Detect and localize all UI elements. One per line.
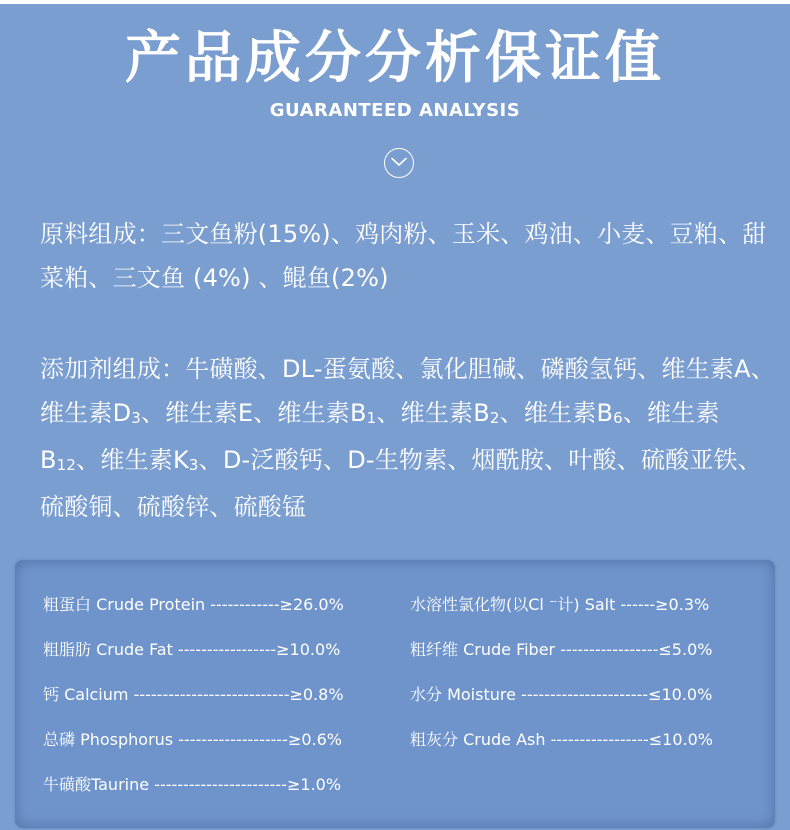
analysis-label: 钙 Calcium bbox=[43, 685, 129, 704]
analysis-value: ≥0.6% bbox=[287, 730, 343, 749]
additives-text: 、维生素B bbox=[40, 399, 720, 474]
analysis-row-salt bbox=[410, 593, 758, 617]
top-divider bbox=[0, 0, 790, 4]
analysis-label: 粗蛋白 Crude Protein bbox=[43, 595, 206, 614]
analysis-value: ≥1.0% bbox=[286, 775, 342, 794]
additives-text: 牛磺酸、DL-蛋氨酸、氯化胆碱、磷酸氢钙、维生素A、维生素D bbox=[40, 355, 775, 427]
analysis-label: 牛磺酸Taurine bbox=[43, 775, 150, 794]
analysis-label: 粗纤维 Crude Fiber bbox=[410, 640, 556, 659]
additives-label: 添加剂组成： bbox=[40, 355, 186, 383]
analysis-dashes: ------------------- bbox=[178, 730, 288, 749]
analysis-dashes: ----------------- bbox=[177, 640, 277, 659]
analysis-label: 水分 Moisture bbox=[410, 685, 516, 704]
additives-text: 、D-泛酸钙、D-生物素、烟酰胺、叶酸、硫酸亚铁、硫酸铜、硫酸锌、硫酸锰 bbox=[40, 446, 762, 521]
analysis-value: ≤10.0% bbox=[648, 730, 713, 749]
vitamin-subscript: 3 bbox=[188, 456, 199, 474]
page-subtitle: GUARANTEED ANALYSIS bbox=[269, 100, 521, 121]
vitamin-subscript: 2 bbox=[489, 409, 500, 427]
analysis-dashes: ------------ bbox=[210, 595, 280, 614]
additives-text: 、维生素B bbox=[376, 399, 490, 427]
analysis-row-calcium bbox=[43, 683, 391, 707]
ingredients-label: 原料组成： bbox=[40, 220, 161, 248]
analysis-value: ≤10.0% bbox=[648, 685, 713, 704]
analysis-row-crude-fiber bbox=[410, 638, 758, 662]
ingredients-text: 三文鱼粉(15%)、鸡肉粉、玉米、鸡油、小麦、豆粕、甜菜粕、三文鱼 (4%) 、鲲鱼(2%) bbox=[40, 220, 767, 292]
analysis-dashes: ----------------- bbox=[560, 640, 659, 659]
analysis-value: ≥26.0% bbox=[279, 595, 344, 614]
analysis-label: 粗脂肪 Crude Fat bbox=[43, 640, 173, 659]
additives-paragraph bbox=[40, 347, 775, 529]
analysis-dashes: ----------------------- bbox=[154, 775, 287, 794]
analysis-label: 粗灰分 Crude Ash bbox=[410, 730, 546, 749]
vitamin-subscript: 6 bbox=[613, 409, 623, 427]
analysis-label: 水溶性氯化物(以Cl ⁻计) Salt bbox=[410, 595, 616, 614]
vitamin-subscript: 1 bbox=[366, 409, 377, 427]
analysis-row-crude-fat bbox=[43, 638, 391, 662]
analysis-row-crude-protein bbox=[43, 593, 391, 617]
chevron-down-circle-icon bbox=[384, 148, 414, 178]
ingredients-paragraph bbox=[40, 212, 775, 300]
vitamin-subscript: 12 bbox=[56, 456, 77, 474]
analysis-dashes: ----------------- bbox=[550, 730, 649, 749]
additives-text: 、维生素E、维生素B bbox=[141, 399, 367, 427]
additives-text: 、维生素K bbox=[76, 446, 189, 474]
analysis-dashes: ---------------------- bbox=[521, 685, 649, 704]
analysis-dashes: --------------------------- bbox=[133, 685, 290, 704]
page-title: 产品成分分析保证值 bbox=[125, 26, 665, 91]
vitamin-subscript: 3 bbox=[131, 409, 142, 427]
analysis-row-crude-ash bbox=[410, 728, 758, 752]
additives-text: 、维生素B bbox=[499, 399, 614, 427]
analysis-dashes: ------ bbox=[620, 595, 656, 614]
analysis-panel bbox=[15, 560, 775, 828]
analysis-value: ≥0.3% bbox=[655, 595, 710, 614]
analysis-row-moisture bbox=[410, 683, 758, 707]
analysis-value: ≥10.0% bbox=[276, 640, 341, 659]
analysis-value: ≤5.0% bbox=[658, 640, 713, 659]
analysis-label: 总磷 Phosphorus bbox=[43, 730, 174, 749]
analysis-row-phosphorus bbox=[43, 728, 391, 752]
analysis-value: ≥0.8% bbox=[289, 685, 344, 704]
analysis-row-taurine bbox=[43, 773, 391, 797]
